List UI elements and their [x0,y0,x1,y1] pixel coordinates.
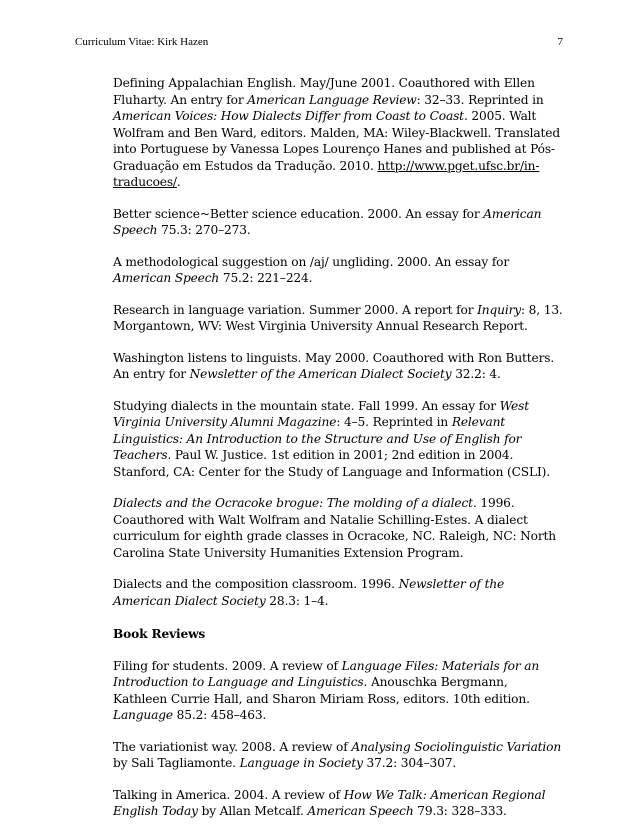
entry-text: A methodological suggestion on /aj/ ungliding. 2000. An essay for [113,254,510,269]
entry-text: by Sali Tagliamonte. [113,756,240,770]
entry-defining-appalachian-english [113,75,563,191]
entry-washington-listens [113,350,563,383]
entry-text: Dialects and the composition classroom. 1996. [113,577,399,591]
book-reviews-heading: Book Reviews [113,627,206,641]
review-filing-for-students [113,658,563,724]
entry-text: 37.2: 304–307. [362,756,457,770]
entry-publication: Relevant Linguistics: An Introduction to the Structure and Use of English for Teachers [113,415,522,462]
entry-publication: American Speech [307,804,414,818]
entry-text: 75.2: 221–224. [219,271,313,285]
entry-publication: Language in Society [239,756,363,770]
entry-text: Studying dialects in the mountain state. Fall 1999. An essay for [113,398,500,413]
entry-text: Talking in America. 2004. A review of [113,787,344,802]
entry-text: Filing for students. 2009. A review of [113,658,342,673]
entry-text: 79.3: 328–333. [413,804,507,818]
entry-text: : 8, 13. Morgantown, WV: West Virginia University Annual Research Report. [113,302,563,333]
cv-content [113,75,563,835]
entry-publication: American Language Review [247,92,417,107]
entry-studying-dialects [113,398,563,481]
entry-publication: Dialects and the Ocracoke brogue: The molding of a dialect [113,496,473,510]
entry-text: Research in language variation. Summer 2000. A report for [113,302,478,317]
entry-text: 28.3: 1–4. [265,593,329,608]
entry-publication: American Speech [113,206,542,237]
entry-publication: West Virginia University Alumni Magazine [113,398,529,429]
entry-text: by Allan Metcalf. [197,804,308,818]
entry-publication: Language [113,708,173,722]
entry-text: The variationist way. 2008. A review of [113,739,352,754]
entry-text: . 2005. Walt Wolfram and Ben Ward, editors. Malden, MA: Wiley-Blackwell. Translated into Portuguese by Vanessa Lopes Lourenço Hanes and published at Pós-Graduação em Estudos da Tradução. 2010. [113,109,560,173]
entry-text: 85.2: 458–463. [172,708,267,722]
entry-text: Washington listens to linguists. May 2000. Coauthored with Ron Butters. An entry for [113,350,555,381]
entry-text: . [176,175,181,189]
review-talking-in-america [113,787,563,820]
pget-link[interactable]: http://www.pget.ufsc.br/in-traducoes/ [113,158,540,189]
header-title: Curriculum Vitae: Kirk Hazen [75,36,209,48]
entry-text: . 1996. Coauthored with Walt Wolfram and Natalie Schilling-Estes. A dialect curriculum for eighth grade classes in Ocracoke, NC. Raleigh, NC: North Carolina State University Humanities Extension Program. [113,496,556,560]
entry-text: : 4–5. Reprinted in [336,415,452,429]
entry-publication: American Speech [113,271,220,285]
entry-publication: Newsletter of the American Dialect Society [189,367,452,381]
entry-publication: Language Files: Materials for an Introduction to Language and Linguistics [113,658,540,689]
entry-publication: American Voices: How Dialects Differ from Coast to Coast [113,109,464,123]
page-header [75,36,563,48]
entry-methodological-suggestion [113,254,563,287]
entry-publication: Inquiry [477,302,521,317]
entry-text: . Paul W. Justice. 1st edition in 2001; 2nd edition in 2004. Stanford, CA: Center for the Study of Language and Information (CSLI). [113,448,550,479]
entry-publication: Newsletter of the American Dialect Society [113,577,505,608]
entry-ocracoke-brogue [113,495,563,561]
entry-better-science [113,206,563,239]
entry-text: : 32–33. Reprinted in [416,92,544,107]
entry-text: 32.2: 4. [451,367,501,381]
review-variationist-way [113,739,563,772]
entry-publication: Analysing Sociolinguistic Variation [351,739,562,754]
entry-text: Defining Appalachian English. May/June 2001. Coauthored with Ellen Fluharty. An entry for [113,76,535,107]
entry-research-language-variation [113,302,563,335]
entry-text: Better science~Better science education. 2000. An essay for [113,206,484,221]
entry-composition-classroom [113,576,563,609]
entry-publication: How We Talk: American Regional English Today [113,787,546,818]
entry-text: 75.3: 270–273. [157,223,251,237]
entry-text: . Anouschka Bergmann, Kathleen Currie Hall, and Sharon Miriam Ross, editors. 10th edition. [113,675,530,706]
page-number: 7 [557,36,563,48]
